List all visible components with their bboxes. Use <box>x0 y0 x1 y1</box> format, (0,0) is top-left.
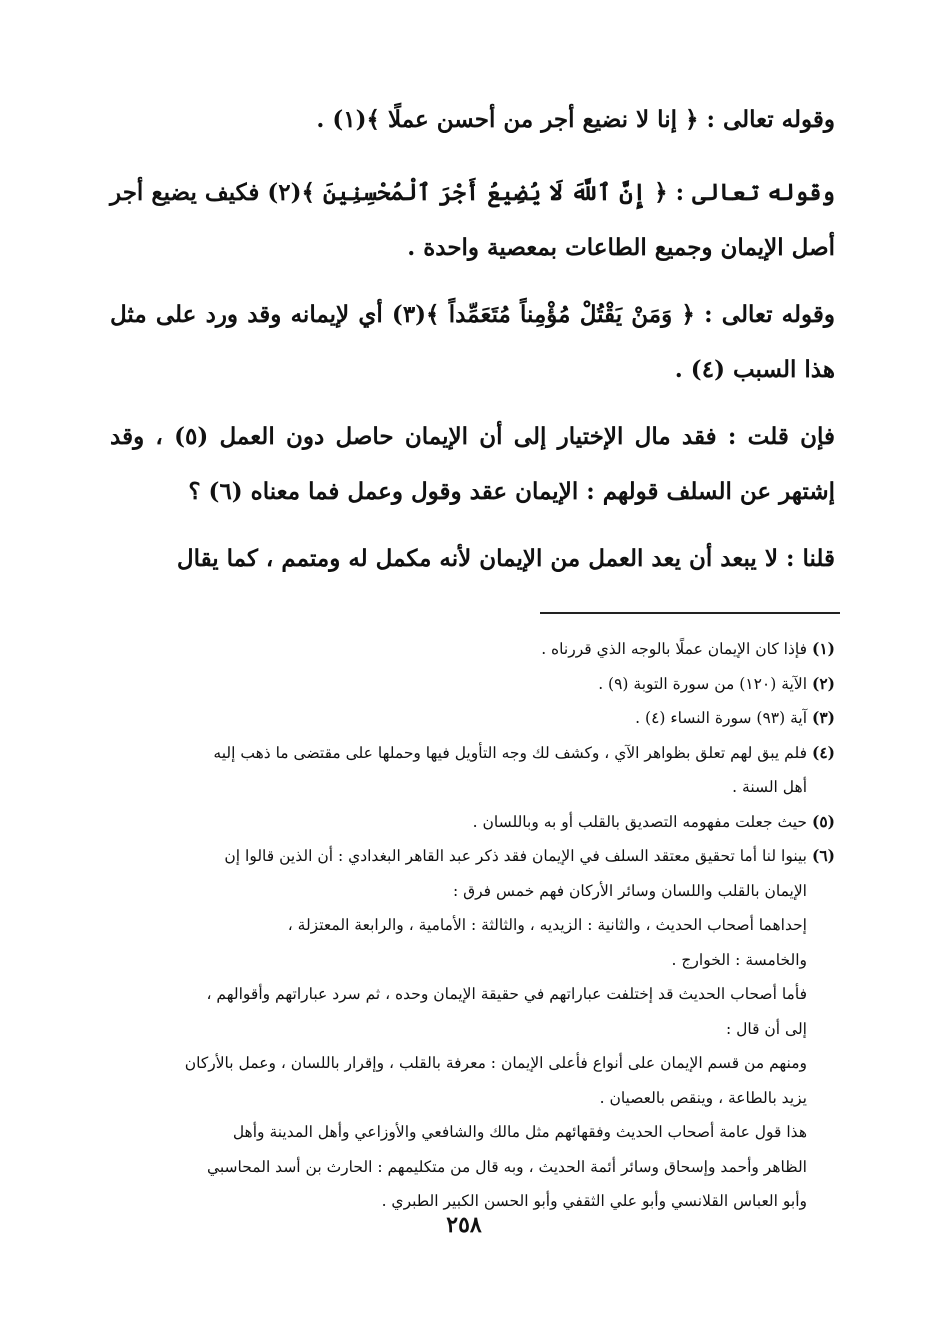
paragraph-lead: وقوله تعالى : <box>698 106 835 133</box>
footnote-1 <box>110 632 835 667</box>
footnote-2 <box>110 667 835 702</box>
footnote-4 <box>110 736 835 805</box>
paragraph-4 <box>110 409 835 519</box>
footnote-line: وأبو العباس القلانسي وأبو علي الثقفي وأبو الحسن الكبير الطبري . <box>381 1192 807 1210</box>
paragraph-3 <box>110 287 835 397</box>
footnote-line: يزيد بالطاعة ، وينقص بالعصيان . <box>599 1088 807 1107</box>
paragraph-text: فقد مال الإختيار إلى أن الإيمان حاصل دون العمل (٥) ، وقد إشتهر عن السلف قولهم : الإيمان عقد وقول وعمل فما معناه (٦) ؟ <box>110 423 835 505</box>
footnote-line: آية (٩٣) سورة النساء (٤) . <box>635 709 807 727</box>
footnote-line: إلى أن قال : <box>725 1019 807 1038</box>
footnote-body <box>110 701 807 736</box>
footnote-number: (٦) <box>811 846 835 865</box>
footnote-body <box>110 632 807 667</box>
footnote-body <box>110 839 807 1219</box>
footnote-line: بينوا لنا أما تحقيق معتقد السلف في الإيمان فقد ذكر عبد القاهر البغدادي : أن الذين قالوا إن <box>224 847 807 865</box>
footnotes <box>110 632 835 1219</box>
footnote-line: حيث جعلت مفهومه التصديق بالقلب أو به وباللسان . <box>472 812 807 831</box>
footnote-line: فإذا كان الإيمان عملًا بالوجه الذي قررناه . <box>541 640 807 658</box>
footnote-number: (١) <box>811 639 835 658</box>
footnote-body <box>110 736 807 805</box>
footnote-body <box>110 805 807 840</box>
paragraph-5 <box>110 531 835 586</box>
paragraph-text: لا يبعد أن يعد العمل من الإيمان لأنه مكمل له ومتمم ، كما يقال <box>176 545 778 572</box>
paragraph-text: ﴿ إنا لا نضيع أجر من أحسن عملًا ﴾(١) . <box>316 106 699 133</box>
paragraph-lead: فإن قلت : <box>716 423 835 450</box>
footnote-5 <box>110 805 835 840</box>
main-text <box>110 92 835 586</box>
footnote-number: (٢) <box>811 673 835 693</box>
footnote-number: (٣) <box>811 708 835 727</box>
footnote-number: (٤) <box>811 742 835 762</box>
footnote-line: فلم يبق لهم تعلق بظواهر الآي ، وكشف لك وجه التأويل فيها وحملها على مقتضى ما ذهب إليه <box>213 743 807 762</box>
footnote-line: إحداهما أصحاب الحديث ، والثانية : الزيديه ، والثالثة : الأمامية ، والرابعة المعتزلة ، <box>287 916 807 934</box>
footnote-line: الآية (١٢٠) من سورة التوبة (٩) . <box>598 674 807 693</box>
paragraph-2 <box>110 165 835 275</box>
footnote-line: ومنهم من قسم الإيمان على أنواع فأعلى الإيمان : معرفة بالقلب ، وإقرار باللسان ، وعمل بالأركان <box>184 1054 807 1072</box>
footnote-line: الإيمان بالقلب واللسان وسائر الأركان فهم خمس فرق : <box>452 881 807 900</box>
footnote-divider-wrap <box>110 598 835 632</box>
footnote-divider <box>540 612 840 614</box>
footnote-line: فأما أصحاب الحديث قد إختلفت عباراتهم في حقيقة الإيمان وحده ، ثم سرد عباراتهم وأقوالهم ، <box>206 985 807 1003</box>
footnote-line: أهل السنة . <box>732 778 807 796</box>
footnote-6 <box>110 839 835 1219</box>
paragraph-lead: قلنا : <box>777 545 835 572</box>
footnote-line: الظاهر وأحمد وإسحاق وسائر أئمة الحديث ، وبه قال من متكليمهم : الحارث بن أسد المحاسبي <box>206 1157 807 1176</box>
page-number: ٢٥٨ <box>446 1212 482 1238</box>
footnote-line: والخامسة : الخوارج . <box>671 950 807 969</box>
page-body <box>110 92 835 1219</box>
footnote-3 <box>110 701 835 736</box>
paragraph-1 <box>110 92 835 147</box>
footnote-line: هذا قول عامة أصحاب الحديث وفقهائهم مثل مالك والشافعي والأوزاعي وأهل المدينة وأهل <box>232 1123 807 1141</box>
paragraph-text: ﴿ إِنَّ ٱللَّهَ لَا يُضِيعُ أَجْرَ ٱلْمُحْسِنِينَ ﴾(٢) فكيف يضيع أجر أصل الإيمان وجميع الطاعات بمعصية واحدة . <box>110 179 835 261</box>
paragraph-text: ﴿ وَمَنْ يَقْتُلْ مُؤْمِناً مُتَعَمِّداً ﴾(٣) أي لإيمانه وقد ورد على مثل هذا السبب (٤) . <box>110 301 835 383</box>
footnote-number: (٥) <box>811 811 835 831</box>
footnote-body <box>110 667 807 702</box>
paragraph-lead: وقوله تعالى : <box>667 179 835 206</box>
paragraph-lead: وقوله تعالى : <box>694 301 835 328</box>
